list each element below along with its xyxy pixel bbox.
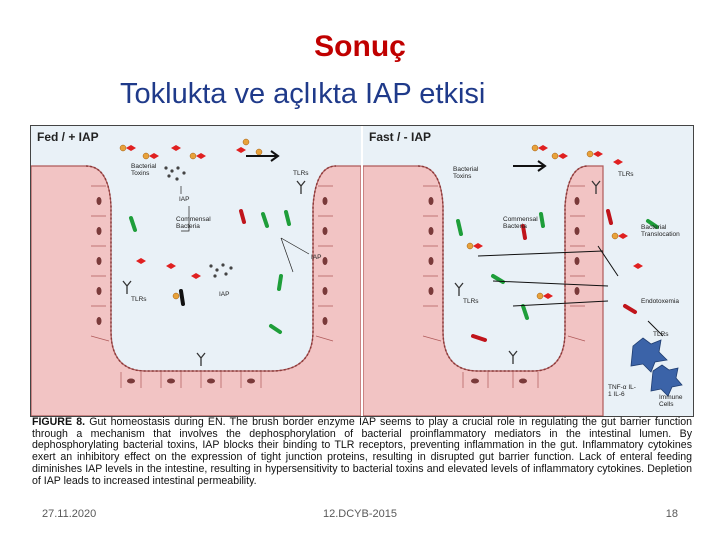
fed-panel-illustration — [31, 126, 361, 416]
slide-title: Sonuç — [314, 30, 406, 63]
iap-side-label: IAP — [311, 254, 322, 261]
fed-iap-panel — [31, 126, 361, 416]
caption-text: Gut homeostasis during EN. The brush border enzyme IAP seems to play a crucial role in regulating the gut barrier function through a mechanism that involves the dephosphorylation of bacterial proinflammatory mediators in the intestinal lumen. By dephosphorylating bacterial toxins, IAP blocks their binding to TLR receptors, preventing inflammation in the gut. Inflammatory cytokines exert an inhibitory effect on the expression of tight junction proteins, resulting in disrupted gut barrier function. Lack of enteral feeding diminishes IAP levels in the intestine, resulting in hypersensitivity to bacterial toxins and elevated levels of inflammatory cytokines. Depletion of IAP leads to increased intestinal permeability. — [32, 416, 692, 487]
immune-cells — [631, 338, 682, 396]
figure-image — [30, 125, 694, 417]
epithelium-layer — [363, 166, 603, 416]
bacterial-translocation-label: Bacterial Translocation — [641, 224, 680, 238]
tlr-receptors — [123, 181, 305, 366]
figure-caption — [32, 417, 692, 487]
tlrs-top-label: TLRs — [293, 170, 309, 177]
footer-date: 27.11.2020 — [42, 508, 97, 520]
immune-cells-label: Immune Cells — [659, 394, 683, 408]
tlrs-bottom-label: TLRs — [131, 296, 147, 303]
fast-panel-illustration — [363, 126, 693, 416]
tlrs-right-label: TLRs — [653, 331, 669, 338]
fast-iap-panel — [363, 126, 693, 416]
page-number: 18 — [665, 508, 678, 520]
brush-border — [86, 166, 336, 371]
bacterial-toxins-label: Bacterial Toxins — [131, 163, 157, 177]
iap-bottom-label: IAP — [219, 291, 230, 298]
tlrs-top-label: TLRs — [618, 171, 634, 178]
bacterial-toxins-label: Bacterial Toxins — [453, 166, 479, 180]
fed-panel-heading: Fed / + IAP — [37, 130, 99, 144]
footer-center-text: 12.DCYB-2015 — [323, 508, 397, 520]
endotoxemia-label: Endotoxemia — [641, 298, 679, 305]
cytokines-label: TNF-α IL-1 IL-6 — [608, 384, 636, 398]
slide-subtitle: Toklukta ve açlıkta IAP etkisi — [120, 78, 486, 110]
epithelium-layer — [31, 166, 361, 416]
arrow-icon — [513, 161, 545, 171]
commensal-bacteria-label: Commensal Bacteria — [176, 216, 211, 230]
fast-panel-heading: Fast / - IAP — [369, 130, 432, 144]
commensal-bacteria-label: Commensal Bacteria — [503, 216, 538, 230]
caption-figure-label: FIGURE 8. — [32, 416, 86, 428]
tlrs-bottom-label: TLRs — [463, 298, 479, 305]
iap-top-label: IAP — [179, 196, 190, 203]
commensal-bacteria — [458, 211, 657, 340]
